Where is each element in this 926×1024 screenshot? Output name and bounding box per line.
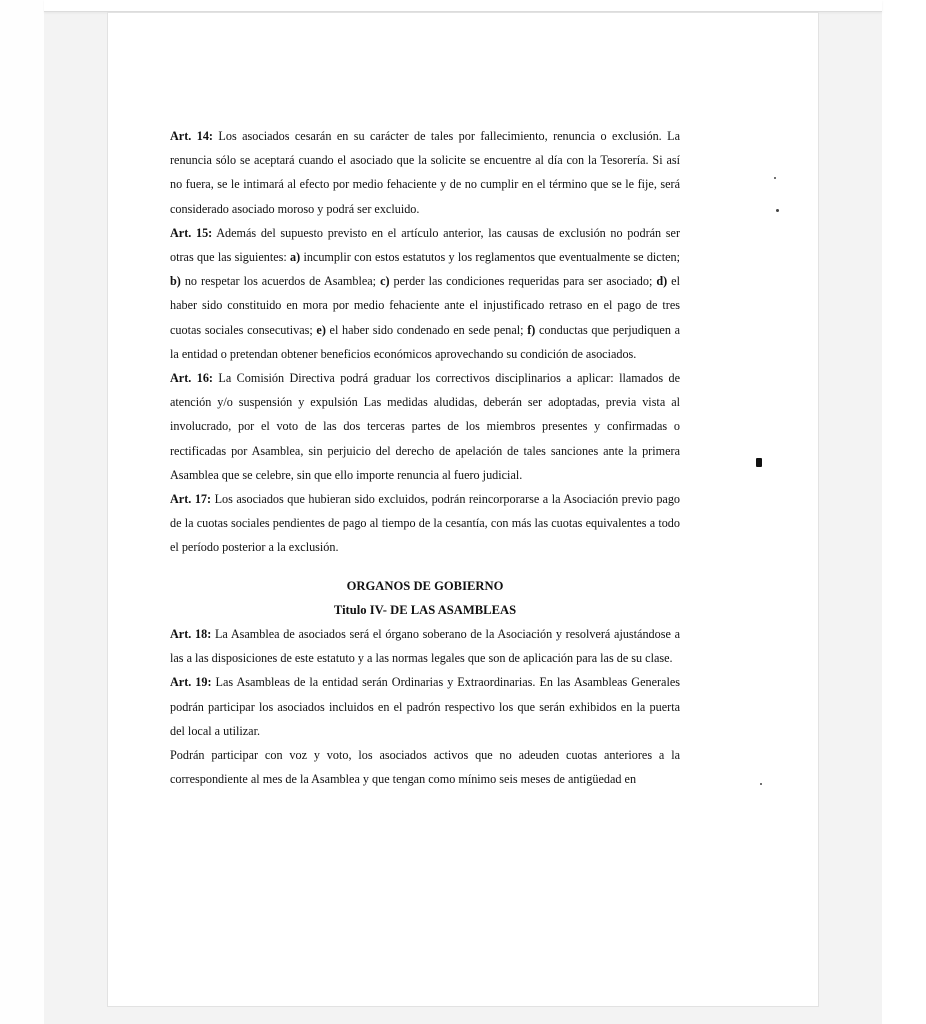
- article-17: [170, 487, 680, 560]
- article-text: Los asociados cesarán en su carácter de tales por fallecimiento, renuncia o exclusión. La renuncia sólo se aceptará cuando el asociado que la solicite se encuentre al día con la Tesorería. Si así no fuera, se le intimará al efecto por medio fehaciente y de no cumplir en el término que se le fije, será considerado asociado moroso y podrá ser excluido.: [170, 129, 680, 216]
- article-label: Art. 16:: [170, 371, 213, 386]
- article-15: [170, 221, 680, 366]
- scan-speck: [756, 458, 762, 467]
- article-19: [170, 670, 680, 743]
- item-letter: f): [527, 322, 536, 337]
- article-text: La Asamblea de asociados será el órgano soberano de la Asociación y resolverá ajustándose a las a las disposiciones de este estatuto y a las normas legales que son de aplicación para las de su clase.: [170, 627, 681, 666]
- article-text: La Comisión Directiva podrá graduar los correctivos disciplinarios a aplicar: llamados de atención y/o suspensión y expulsión Las medidas aludidas, deberán ser adoptadas, previa vista al involucrado, por el voto de las dos terceras partes de los miembros presentes y confirmadas o rectificadas por Asamblea, sin perjuicio del derecho de apelación de tales sanciones ante la primera Asamblea que se celebre, sin que ello importe renuncia al fuero judicial.: [170, 371, 680, 482]
- article-text: conductas que perjudiquen a la entidad o pretendan obtener beneficios económicos aprovechando su condición de asociados.: [170, 322, 681, 361]
- closing-paragraph: Podrán participar con voz y voto, los asociados activos que no adeuden cuotas anteriores a la correspondiente al mes de la Asamblea y que tengan como mínimo seis meses de antigüedad en: [170, 748, 680, 787]
- scan-speck: [774, 177, 776, 179]
- item-letter: e): [316, 322, 326, 337]
- document-page: [107, 12, 819, 1007]
- article-18: [170, 622, 680, 670]
- article-label: Art. 19:: [170, 675, 212, 690]
- item-letter: b): [170, 274, 181, 289]
- section-heading: ORGANOS DE GOBIERNO: [346, 578, 504, 593]
- article-16: [170, 366, 680, 487]
- left-margin: [0, 0, 44, 1024]
- item-letter: d): [656, 274, 668, 289]
- article-text: Además del supuesto previsto en el artículo anterior, las causas de exclusión no podrán ser otras que las siguientes:: [170, 225, 680, 265]
- article-text: no respetar los acuerdos de Asamblea;: [180, 274, 381, 289]
- article-label: Art. 17:: [170, 492, 212, 507]
- item-letter: c): [380, 274, 390, 289]
- article-label: Art. 15:: [170, 225, 213, 240]
- article-text: el haber sido condenado en sede penal;: [325, 322, 528, 337]
- title-heading: Titulo IV- DE LAS ASAMBLEAS: [333, 602, 517, 617]
- scan-speck: [776, 209, 779, 212]
- article-text: el haber sido constituido en mora por medio fehaciente ante el injustificado retraso en el pago de tres cuotas sociales consecutivas;: [170, 274, 680, 337]
- article-text: Los asociados que hubieran sido excluidos, podrán reincorporarse a la Asociación previo pago de la cuotas sociales pendientes de pago al tiempo de la cesantía, con más las cuotas equivalentes a todo el período posterior a la exclusión.: [170, 492, 681, 555]
- article-14: [170, 124, 680, 221]
- item-letter: a): [290, 250, 301, 265]
- article-label: Art. 18:: [170, 627, 212, 642]
- document-body: [170, 124, 680, 791]
- article-text: Las Asambleas de la entidad serán Ordinarias y Extraordinarias. En las Asambleas Generales podrán participar los asociados incluidos en el padrón respectivo los que serán exhibidos en la puerta del local a utilizar.: [170, 675, 681, 738]
- viewer-toolbar-edge: [44, 0, 882, 12]
- scan-speck: [760, 783, 762, 785]
- article-text: perder las condiciones requeridas para ser asociado;: [389, 274, 657, 289]
- article-label: Art. 14:: [170, 129, 213, 143]
- article-text: incumplir con estos estatutos y los reglamentos que eventualmente se dicten;: [300, 250, 680, 265]
